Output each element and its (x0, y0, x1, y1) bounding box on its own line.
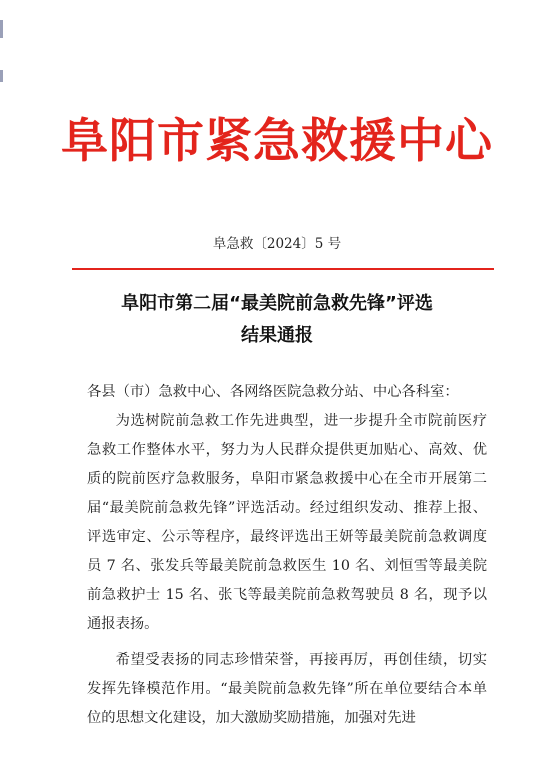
body-paragraph-1: 为选树院前急救工作先进典型，进一步提升全市院前医疗急救工作整体水平，努力为人民群众提供更加贴心、高效、优质的院前医疗急救服务，阜阳市紧急救援中心在全市开展第二届“最美院前急救先锋”评选活动。经过组织发动、推荐上报、评选审定、公示等程序，最终评选出王妍等最美院前急救调度员 7 名、张发兵等最美院前急救医生 10 名、刘恒雪等最美院前急救护士 15 名、张飞等最美院前急救驾驶员 8 名，现予以通报表扬。 (87, 413, 487, 632)
red-divider-rule (72, 268, 494, 270)
notice-body (87, 378, 487, 733)
salutation: 各县（市）急救中心、各网络医院急救分站、中心各科室： (87, 384, 459, 400)
scan-edge-mark (0, 20, 3, 38)
notice-title-line2: 结果通报 (241, 325, 313, 346)
document-number: 阜急救〔2024〕5 号 (212, 236, 342, 252)
scan-edge-mark (0, 70, 3, 82)
body-paragraph-2: 希望受表扬的同志珍惜荣誉，再接再厉，再创佳绩，切实发挥先锋模范作用。“最美院前急救先锋”所在单位要结合本单位的思想文化建设，加大激励奖励措施，加强对先进 (87, 652, 487, 726)
notice-title (60, 288, 494, 352)
notice-title-line1: 阜阳市第二届“最美院前急救先锋”评选 (121, 293, 433, 314)
letterhead-title: 阜阳市紧急救援中心 (61, 114, 493, 169)
